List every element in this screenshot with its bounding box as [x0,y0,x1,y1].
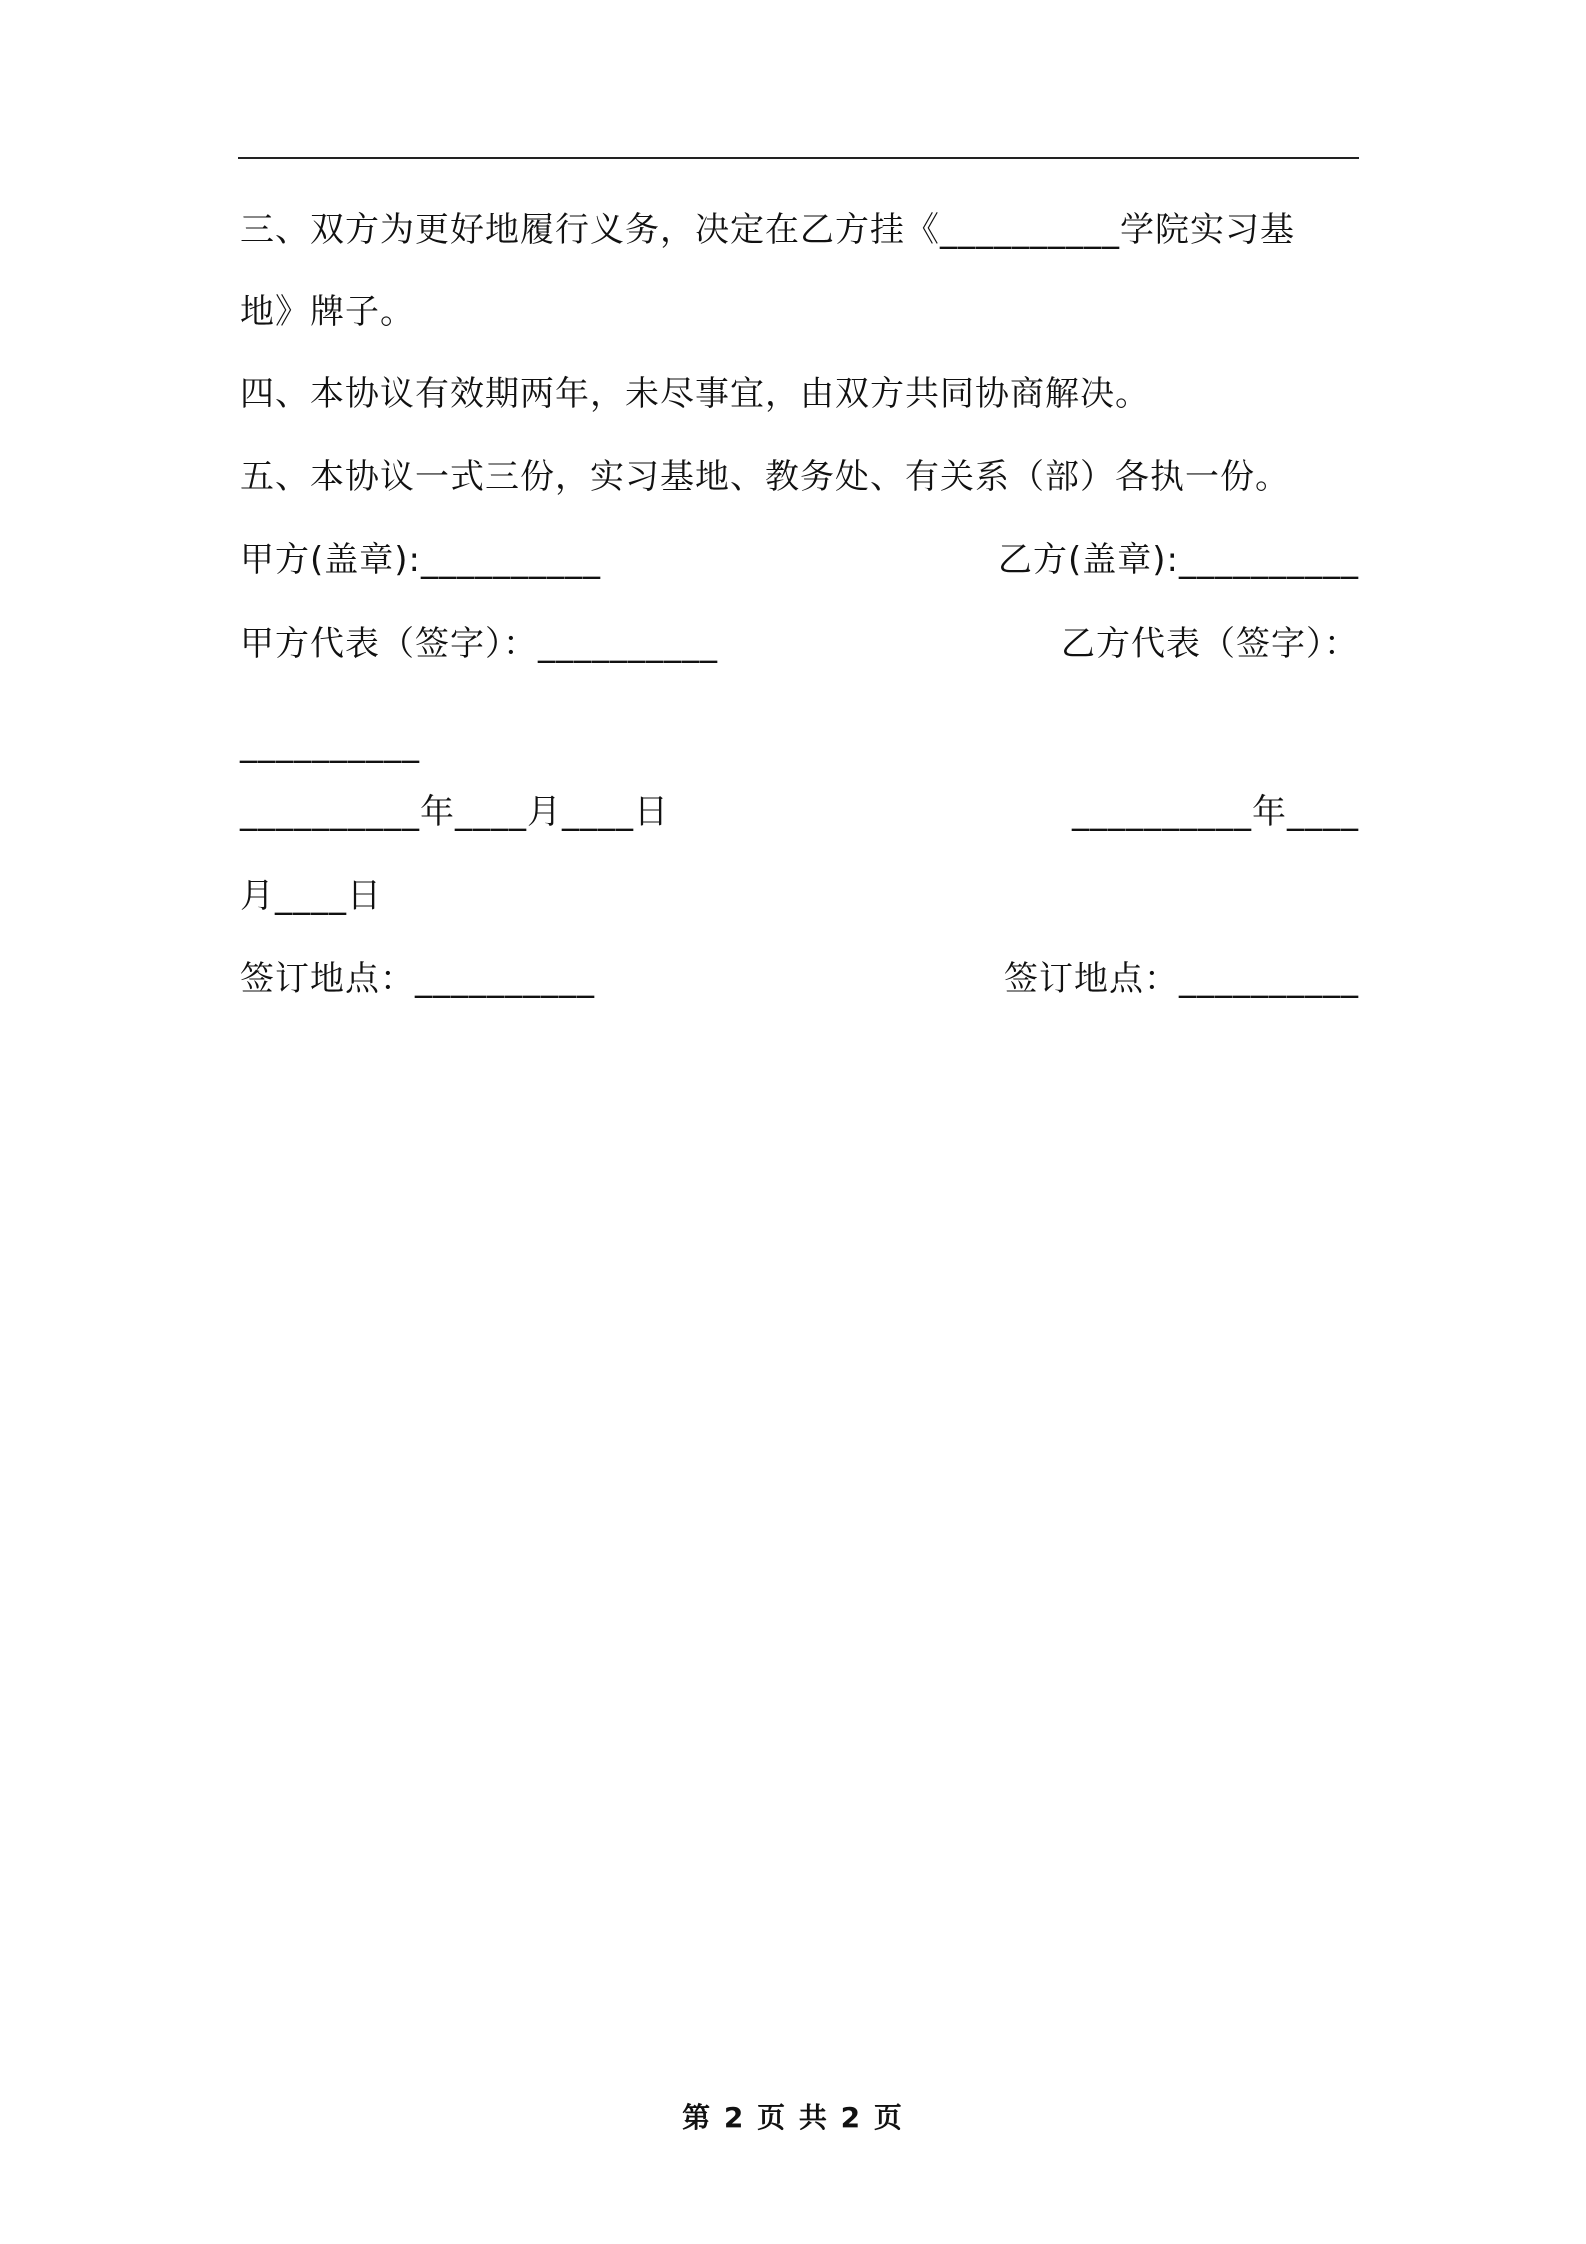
clause-4: 四、本协议有效期两年，未尽事宜，由双方共同协商解决。 [240,374,1150,414]
party-a-date: __________年____月____日 [240,792,669,832]
clause-3-line-1: 三、双方为更好地履行义务，决定在乙方挂《__________学院实习基 [240,210,1295,250]
party-b-seal: 乙方(盖章):__________ [998,540,1359,580]
party-b-representative-blank: __________ [240,724,420,764]
party-b-signing-place: 签订地点：__________ [1004,959,1359,999]
party-a-signing-place: 签订地点：__________ [240,959,595,999]
party-a-representative: 甲方代表（签字）：__________ [240,624,718,664]
party-a-seal: 甲方(盖章):__________ [240,540,601,580]
page-number-footer: 第 2 页 共 2 页 [682,2101,904,2134]
party-b-date-line-2: 月____日 [240,876,382,916]
clause-5: 五、本协议一式三份，实习基地、教务处、有关系（部）各执一份。 [240,457,1290,497]
clause-3-line-2: 地》牌子。 [240,292,415,332]
party-b-representative: 乙方代表（签字）： [1061,624,1359,664]
header-rule [238,157,1359,159]
party-b-date-line-1: __________年____ [1072,792,1359,832]
